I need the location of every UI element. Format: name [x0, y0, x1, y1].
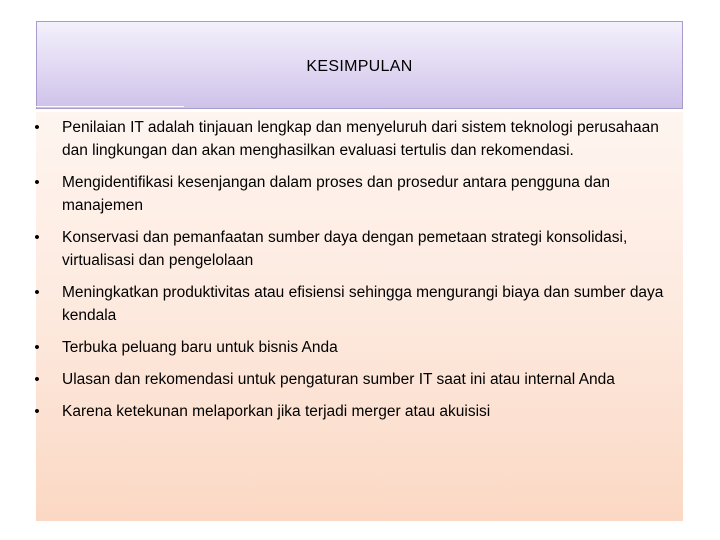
bullet-text: Mengidentifikasi kesenjangan dalam proses dan prosedur antara pengguna dan manajemen: [62, 174, 611, 214]
bullet-item: [28, 281, 678, 327]
bullet-text: Terbuka peluang baru untuk bisnis Anda: [62, 339, 338, 356]
bullet-dot-icon: •: [34, 119, 40, 136]
bullet-item: [28, 336, 678, 359]
bullet-text: Meningkatkan produktivitas atau efisiensi sehingga mengurangi biaya dan sumber daya kendala: [62, 284, 664, 324]
bullet-list: [28, 116, 678, 432]
bullet-item: [28, 368, 678, 391]
bullet-item: [28, 400, 678, 423]
bullet-dot-icon: •: [34, 229, 40, 246]
bullet-dot-icon: •: [34, 174, 40, 191]
bullet-dot-icon: •: [34, 403, 40, 420]
bullet-dot-icon: •: [34, 339, 40, 356]
bullet-dot-icon: •: [34, 371, 40, 388]
bullet-item: [28, 116, 678, 162]
slide-title: KESIMPULAN: [306, 58, 413, 75]
bullet-text: Konservasi dan pemanfaatan sumber daya dengan pemetaan strategi konsolidasi, virtualisasi dan pengelolaan: [62, 229, 628, 269]
title-divider: [36, 106, 184, 107]
title-box: [36, 21, 683, 109]
bullet-text: Ulasan dan rekomendasi untuk pengaturan sumber IT saat ini atau internal Anda: [62, 371, 615, 388]
bullet-text: Penilaian IT adalah tinjauan lengkap dan menyeluruh dari sistem teknologi perusahaan dan lingkungan dan akan menghasilkan evaluasi tertulis dan rekomendasi.: [62, 119, 659, 159]
bullet-dot-icon: •: [34, 284, 40, 301]
bullet-item: [28, 226, 678, 272]
bullet-item: [28, 171, 678, 217]
bullet-text: Karena ketekunan melaporkan jika terjadi merger atau akuisisi: [62, 403, 491, 420]
